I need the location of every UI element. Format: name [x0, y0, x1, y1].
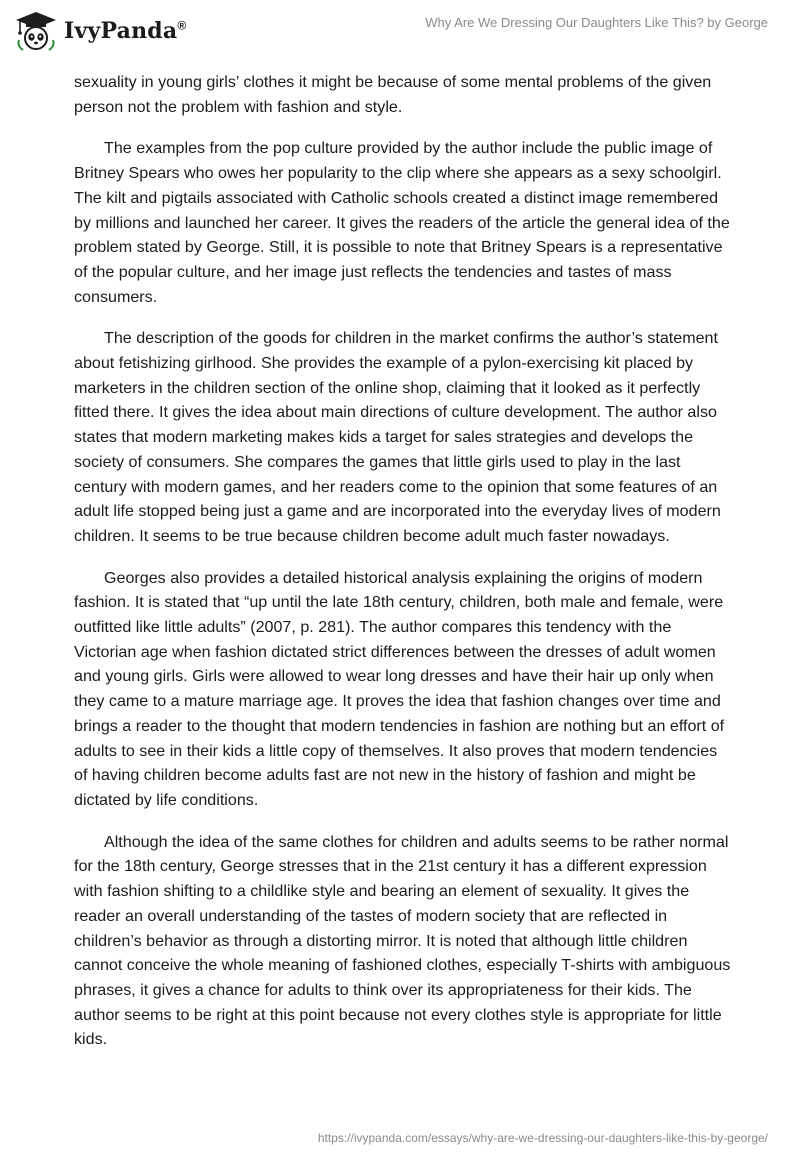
ivypanda-logo[interactable]: [14, 10, 186, 52]
logo-wordmark: [64, 18, 186, 44]
paragraph: The description of the goods for children in the market confirms the author’s statement about fetishizing girlhood. She provides the example of a pylon-exercising kit placed by marketers in the children section of the online shop, claiming that it looked as it perfectly fitted there. It gives the idea about main directions of culture development. The author also states that modern marketing makes kids a target for sales strategies and develops the society of consumers. She compares the games that little girls used to play in the last century with modern games, and her readers come to the opinion that some features of an adult life stopped being just a game and are incorporated into the everyday lives of modern children. It seems to be true because children become adult much faster nowadays.: [74, 329, 721, 545]
paragraph: Although the idea of the same clothes for children and adults seems to be rather normal for the 18th century, George stresses that in the 21st century it has a different expression with fashion shifting to a childlike style and bearing an element of sexuality. It gives the reader an overall understanding of the tastes of modern society that are reflected in children’s behavior as through a distorting mirror. It is noted that although little children cannot conceive the whole meaning of fashioned clothes, especially T-shirts with ambiguous phrases, it gives a chance for adults to think over its appropriateness for their kids. The author seems to be right at this point because not every clothes style is appropriate for little kids.: [74, 832, 731, 1049]
logo-text: IvyPanda: [64, 18, 178, 44]
document-title: Why Are We Dressing Our Daughters Like This? by George: [425, 15, 768, 30]
panda-graduation-icon: [14, 10, 58, 52]
source-url[interactable]: https://ivypanda.com/essays/why-are-we-dressing-our-daughters-like-this-by-george/: [317, 1131, 768, 1145]
paragraph: The examples from the pop culture provided by the author include the public image of Britney Spears who owes her popularity to the clip where she appears as a sexy schoolgirl. The kilt and pigtails associated with Catholic schools created a distinct image remembered by millions and launched her career. It gives the readers of the article the general idea of the problem stated by George. Still, it is possible to note that Britney Spears is a representative of the popular culture, and her image just reflects the tendencies and tastes of mass consumers.: [74, 139, 730, 306]
page-header: [0, 0, 800, 62]
paragraph: sexuality in young girls’ clothes it might be because of some mental problems of the given person not the problem with fashion and style.: [74, 73, 712, 116]
essay-body: [74, 70, 734, 1069]
registered-mark: ®: [177, 18, 187, 33]
paragraph: Georges also provides a detailed historical analysis explaining the origins of modern fashion. It is stated that “up until the late 18th century, children, both male and female, were outfitted like little adults” (2007, p. 281). The author compares this tendency with the Victorian age when fashion dictated strict differences between the dresses of adult women and young girls. Girls were allowed to wear long dresses and have their hair up only when they came to a mature marriage age. It proves the idea that fashion changes over time and brings a reader to the thought that modern tendencies in fashion are nothing but an effort of adults to see in their kids a little copy of themselves. It also proves that modern tendencies of having children become adults fast are not new in the history of fashion and might be dictated by life conditions.: [74, 568, 725, 809]
